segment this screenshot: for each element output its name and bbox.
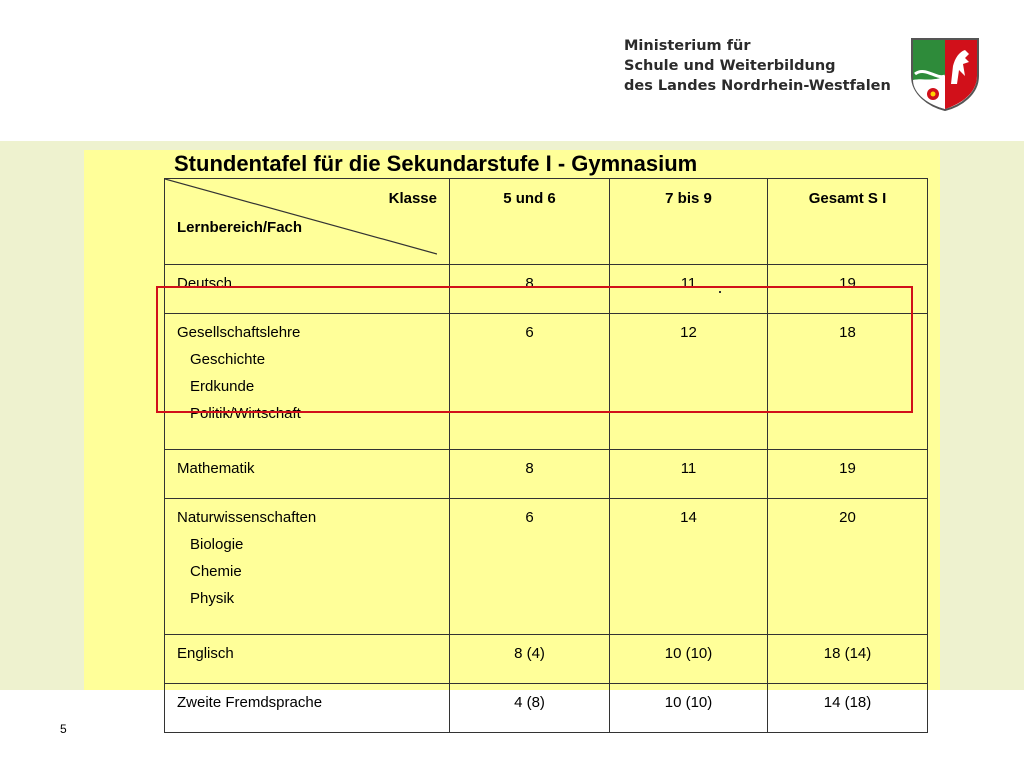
sub-subject: Erdkunde — [190, 378, 255, 395]
lernbereich-label: Lernbereich/Fach — [177, 219, 303, 236]
column-header: 5 und 6 — [450, 179, 610, 265]
sub-subject: Geschichte — [190, 351, 266, 368]
value-cell: 4 (8) — [450, 684, 610, 733]
ministry-line-3: des Landes Nordrhein-Westfalen — [624, 78, 891, 94]
ministry-line-2: Schule und Weiterbildung — [624, 58, 836, 74]
table-row — [165, 635, 928, 684]
sub-subject: Physik — [190, 590, 235, 607]
subject-cell: Englisch — [165, 635, 450, 684]
subject-cell: Deutsch — [165, 265, 450, 314]
ministry-name — [624, 36, 891, 96]
value-cell: 6 — [450, 314, 610, 450]
value-cell: 6 — [450, 499, 610, 635]
stray-dot — [719, 291, 721, 293]
value-cell: 8 — [450, 265, 610, 314]
nrw-coat-of-arms-icon — [909, 36, 981, 112]
value-cell: 14 — [610, 499, 768, 635]
column-header: Gesamt S I — [768, 179, 928, 265]
subject-cell — [165, 499, 450, 635]
column-header: 7 bis 9 — [610, 179, 768, 265]
klasse-label: Klasse — [388, 190, 437, 207]
table-header-row — [165, 179, 928, 265]
subject-cell: Zweite Fremdsprache — [165, 684, 450, 733]
value-cell: 10 (10) — [610, 684, 768, 733]
value-cell: 12 — [610, 314, 768, 450]
value-cell: 18 (14) — [768, 635, 928, 684]
sub-subject: Biologie — [190, 536, 244, 553]
slide-title: Stundentafel für die Sekundarstufe I - Gymnasium — [174, 151, 698, 176]
value-cell: 20 — [768, 499, 928, 635]
value-cell: 8 (4) — [450, 635, 610, 684]
sub-subject: Chemie — [190, 563, 242, 580]
corner-header-cell — [165, 179, 450, 265]
value-cell: 10 (10) — [610, 635, 768, 684]
table-row — [165, 499, 928, 635]
subject-cell: Mathematik — [165, 450, 450, 499]
value-cell: 18 — [768, 314, 928, 450]
value-cell: 11 — [610, 450, 768, 499]
value-cell: 19 — [768, 450, 928, 499]
sub-subject: Politik/Wirtschaft — [190, 405, 301, 422]
timetable — [164, 178, 928, 733]
value-cell: 14 (18) — [768, 684, 928, 733]
table-row — [165, 684, 928, 733]
highlight-frame — [156, 286, 913, 413]
value-cell: 8 — [450, 450, 610, 499]
value-cell: 19 — [768, 265, 928, 314]
ministry-line-1: Ministerium für — [624, 38, 751, 54]
slide-number: 5 — [60, 722, 67, 736]
subject-name: Gesellschaftslehre — [177, 324, 301, 341]
value-cell: 11 — [610, 265, 768, 314]
table-row — [165, 450, 928, 499]
subject-name: Naturwissenschaften — [177, 509, 317, 526]
